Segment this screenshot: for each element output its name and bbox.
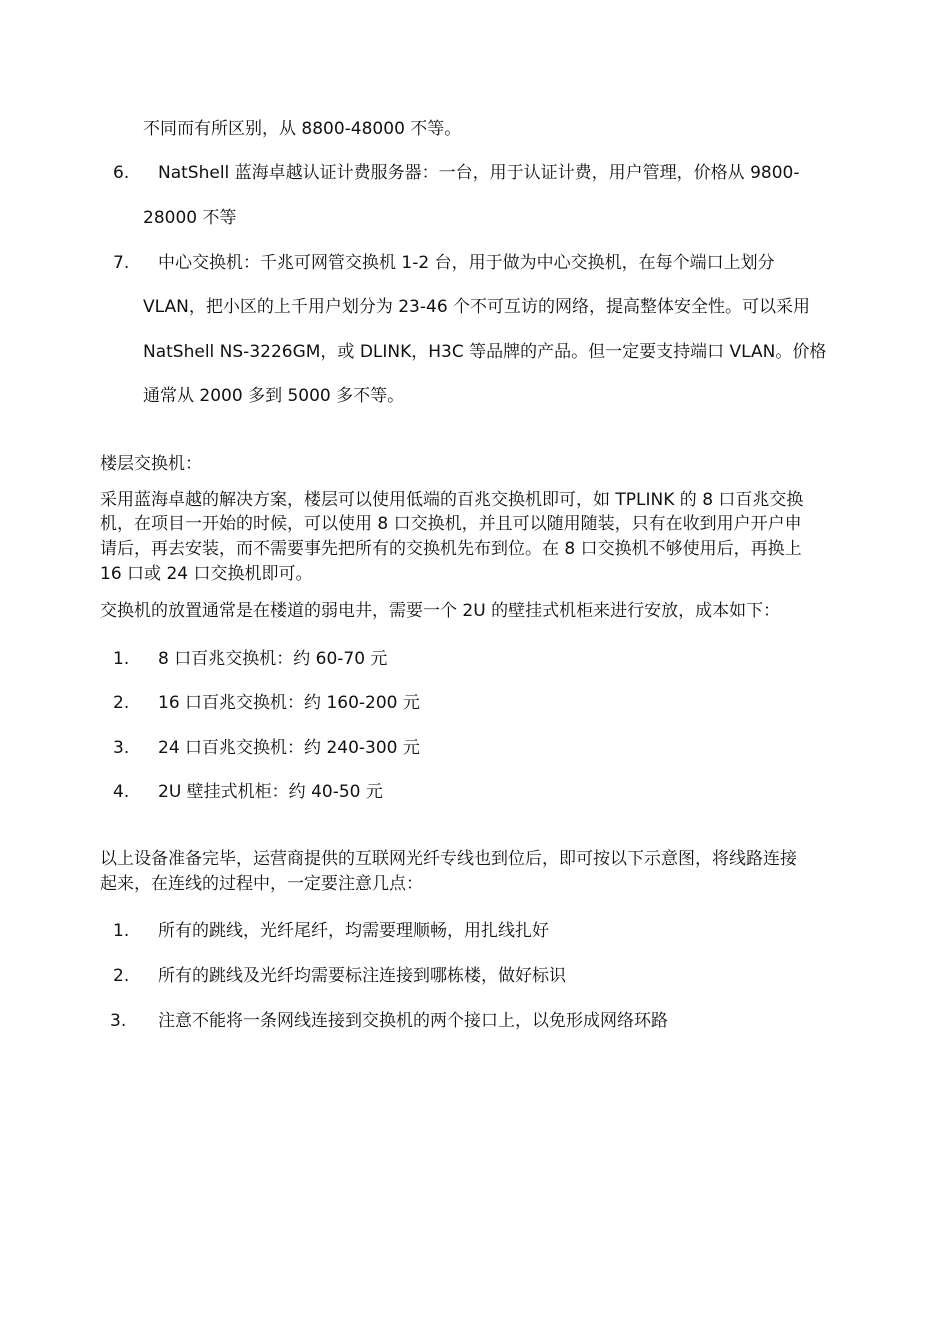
list-item-text: 28000 不等 xyxy=(143,208,237,228)
list-item-text: 16 口百兆交换机：约 160-200 元 xyxy=(158,693,420,713)
paragraph-line: 以上设备准备完毕，运营商提供的互联网光纤专线也到位后，即可按以下示意图，将线路连接 xyxy=(100,849,797,869)
list-item-number: 3. xyxy=(110,1011,127,1031)
list-item-text: 24 口百兆交换机：约 240-300 元 xyxy=(158,738,420,758)
paragraph-line: 起来，在连线的过程中，一定要注意几点： xyxy=(100,874,423,894)
list-item-text: 所有的跳线及光纤均需要标注连接到哪栋楼，做好标识 xyxy=(158,966,566,986)
list-item-number: 2. xyxy=(113,693,130,713)
list-item-number: 3. xyxy=(113,738,130,758)
list-item-number: 7. xyxy=(113,253,130,273)
paragraph-line: 16 口或 24 口交换机即可。 xyxy=(100,564,313,584)
paragraph-line: 采用蓝海卓越的解决方案，楼层可以使用低端的百兆交换机即可，如 TPLINK 的 8 口百兆交换 xyxy=(100,490,804,510)
list-item-text: 中心交换机：千兆可网管交换机 1-2 台，用于做为中心交换机，在每个端口上划分 xyxy=(158,253,775,273)
list-item-number: 1. xyxy=(113,649,130,669)
list-item-number: 1. xyxy=(113,921,130,941)
list-item-text: 所有的跳线，光纤尾纤，均需要理顺畅，用扎线扎好 xyxy=(158,921,549,941)
list-item-text: 注意不能将一条网线连接到交换机的两个接口上，以免形成网络环路 xyxy=(158,1011,668,1031)
list-item-text: 8 口百兆交换机：约 60-70 元 xyxy=(158,649,388,669)
section-heading: 楼层交换机： xyxy=(100,454,202,474)
paragraph-line: 交换机的放置通常是在楼道的弱电井，需要一个 2U 的壁挂式机柜来进行安放，成本如下： xyxy=(100,601,781,621)
continuation-text: 不同而有所区别，从 8800-48000 不等。 xyxy=(143,119,462,139)
list-item-text: NatShell 蓝海卓越认证计费服务器：一台，用于认证计费，用户管理，价格从 9800- xyxy=(158,163,800,183)
list-item-number: 6. xyxy=(113,163,130,183)
list-item-text: VLAN，把小区的上千用户划分为 23-46 个不可互访的网络，提高整体安全性。可以采用 xyxy=(143,297,811,317)
list-item-text: NatShell NS-3226GM，或 DLINK，H3C 等品牌的产品。但一定要支持端口 VLAN。价格 xyxy=(143,342,827,362)
list-item-number: 4. xyxy=(113,782,130,802)
paragraph-line: 请后，再去安装，而不需要事先把所有的交换机先布到位。在 8 口交换机不够使用后，再换上 xyxy=(100,539,802,559)
list-item-number: 2. xyxy=(113,966,130,986)
list-item-text: 2U 壁挂式机柜：约 40-50 元 xyxy=(158,782,383,802)
list-item-text: 通常从 2000 多到 5000 多不等。 xyxy=(143,386,405,406)
paragraph-line: 机，在项目一开始的时候，可以使用 8 口交换机，并且可以随用随装，只有在收到用户开户申 xyxy=(100,514,802,534)
